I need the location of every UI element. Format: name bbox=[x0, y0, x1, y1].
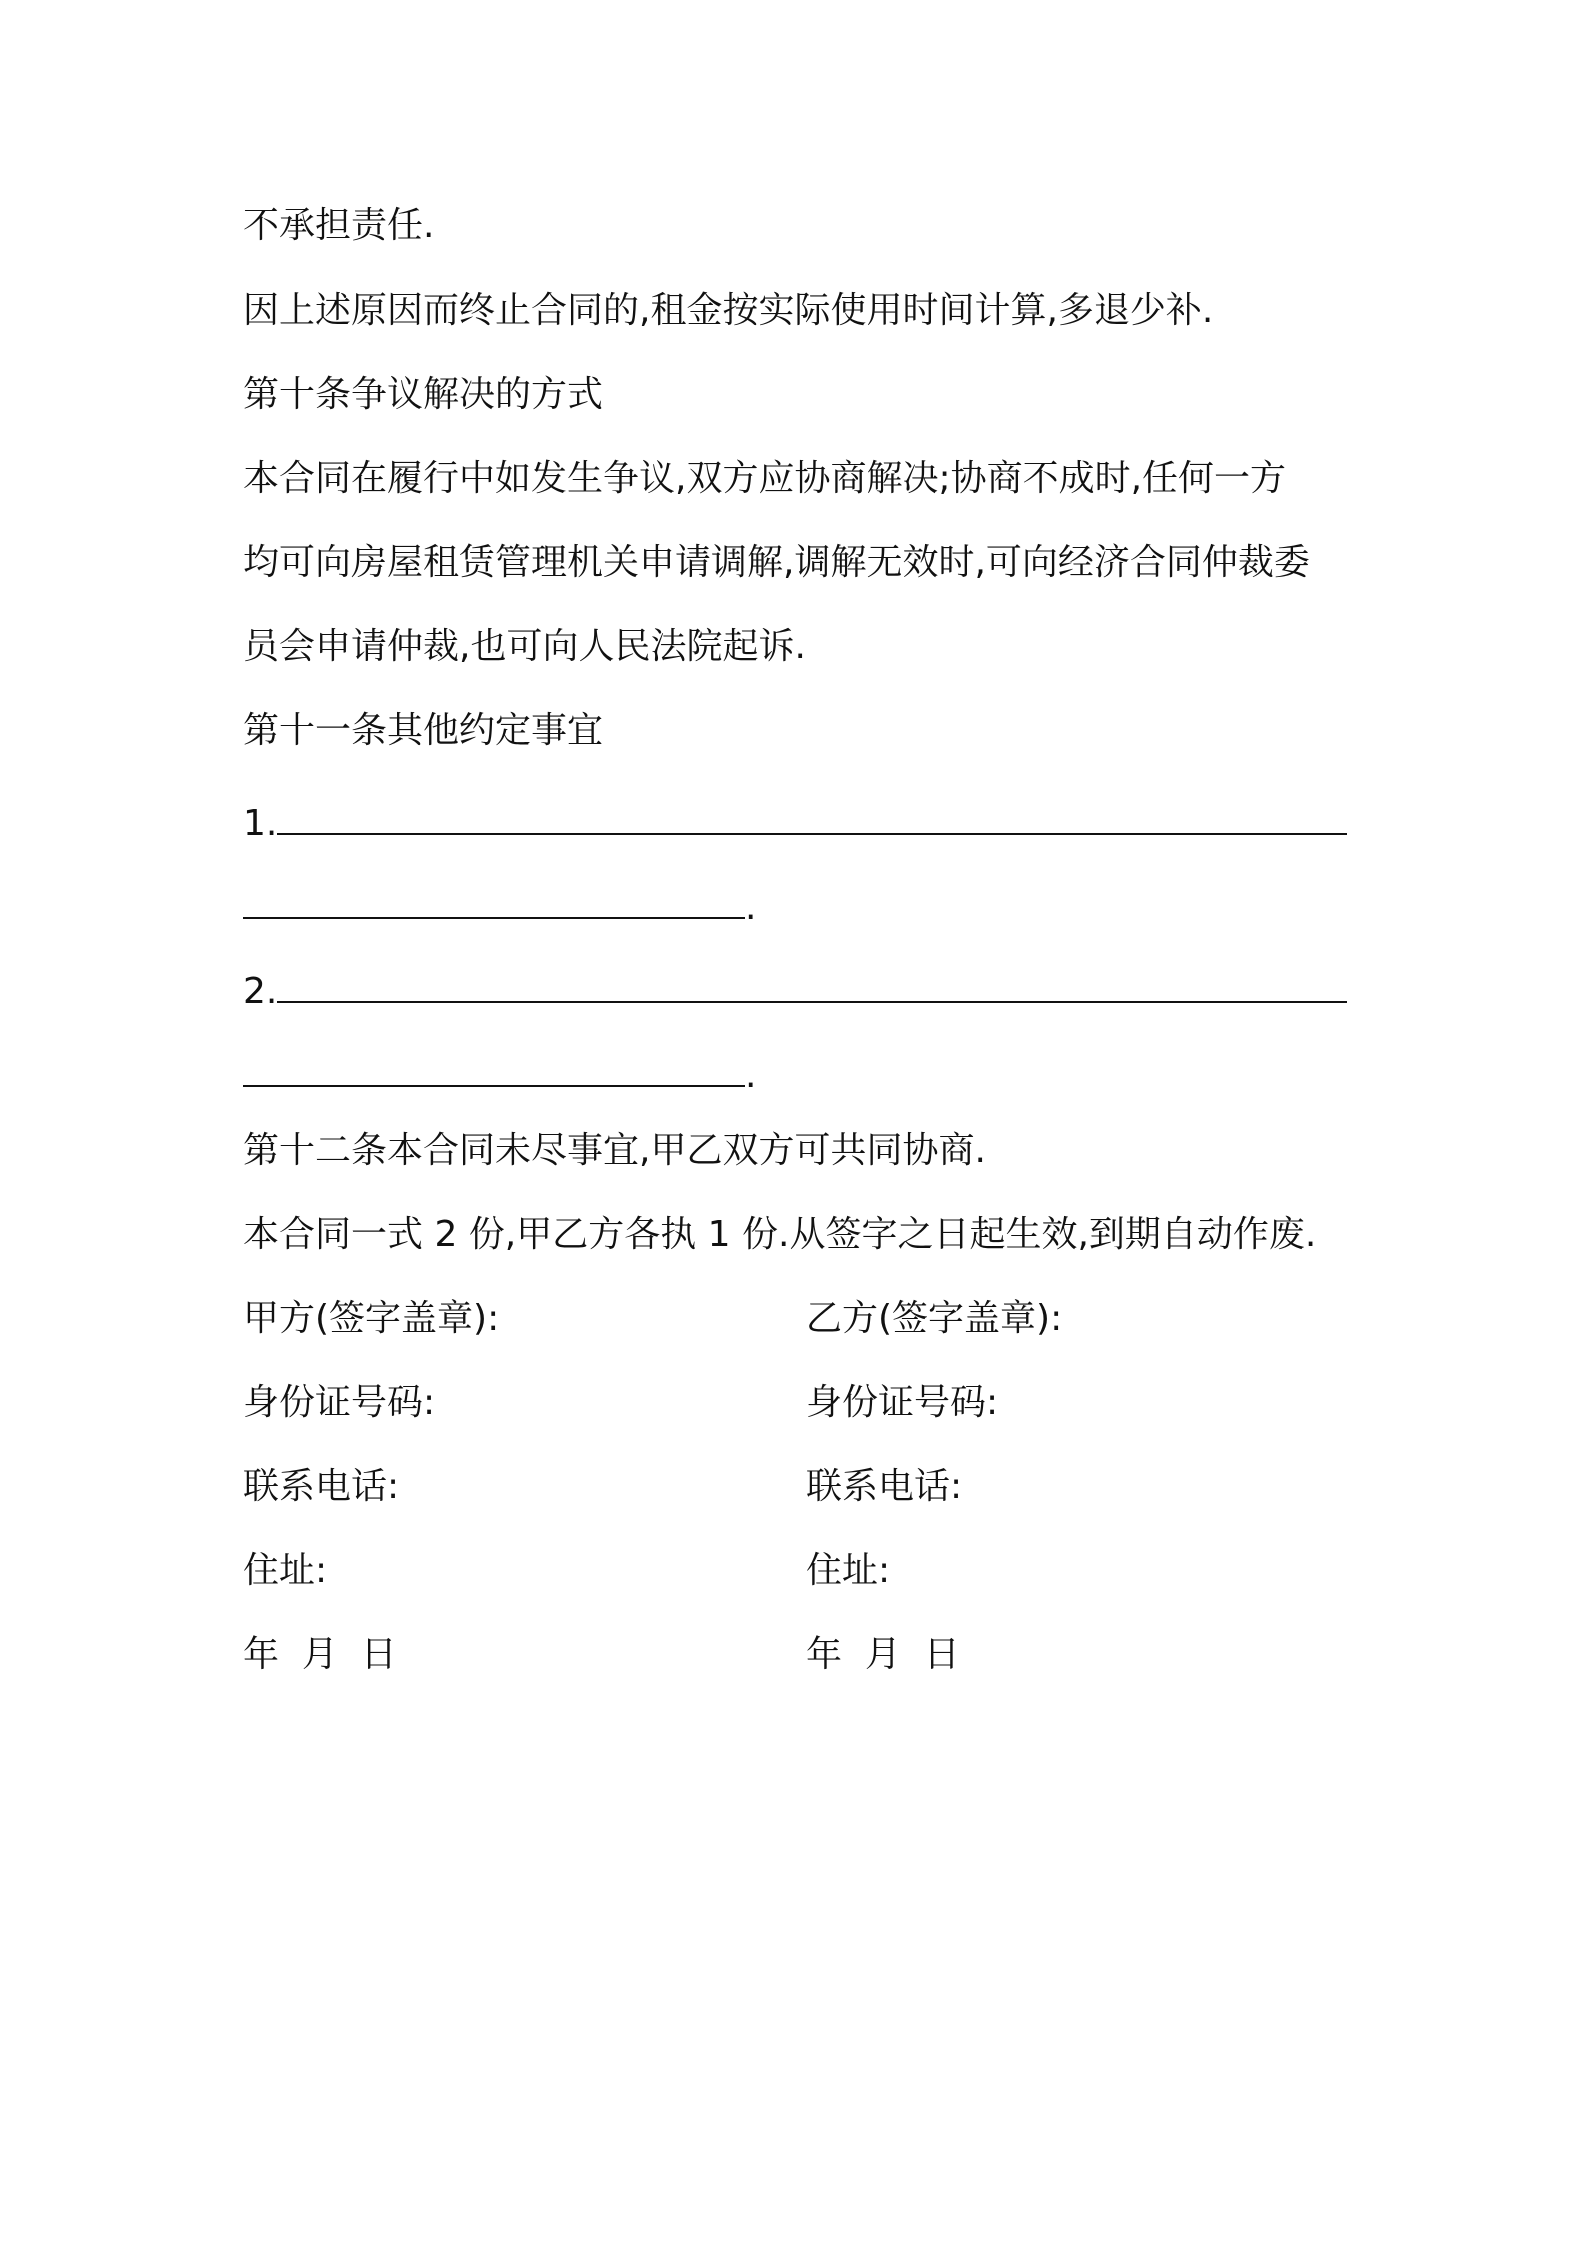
blank-underline bbox=[277, 799, 1347, 835]
paragraph-line: 均可向房屋租赁管理机关申请调解,调解无效时,可向经济合同仲裁委 bbox=[243, 542, 1310, 583]
paragraph-line: 本合同在履行中如发生争议,双方应协商解决;协商不成时,任何一方 bbox=[243, 458, 1287, 499]
blank-underline bbox=[243, 883, 745, 919]
section-heading: 第十一条其他约定事宜 bbox=[243, 710, 604, 751]
item-end-period: . bbox=[745, 1055, 757, 1096]
item-number: 1. bbox=[243, 803, 278, 844]
paragraph-line: 因上述原因而终止合同的,租金按实际使用时间计算,多退少补. bbox=[243, 290, 1214, 331]
party-a-sign-label: 甲方(签字盖章): bbox=[243, 1298, 500, 1339]
item-2-line-1 bbox=[243, 967, 1347, 1016]
section-heading: 第十条争议解决的方式 bbox=[243, 374, 604, 415]
party-b-id-label: 身份证号码: bbox=[806, 1382, 999, 1423]
item-1-line-2 bbox=[243, 883, 756, 932]
party-a-phone-label: 联系电话: bbox=[243, 1466, 400, 1507]
party-b-date-label: 年 月 日 bbox=[806, 1634, 960, 1675]
paragraph-line: 员会申请仲裁,也可向人民法院起诉. bbox=[243, 626, 806, 667]
paragraph-line: 不承担责任. bbox=[243, 205, 435, 246]
party-a-date-label: 年 月 日 bbox=[243, 1634, 397, 1675]
party-b-phone-label: 联系电话: bbox=[806, 1466, 963, 1507]
item-number: 2. bbox=[243, 971, 278, 1012]
party-b-address-label: 住址: bbox=[806, 1550, 891, 1591]
item-1-line-1 bbox=[243, 799, 1347, 848]
party-a-address-label: 住址: bbox=[243, 1550, 328, 1591]
blank-underline bbox=[277, 967, 1347, 1003]
party-a-id-label: 身份证号码: bbox=[243, 1382, 436, 1423]
blank-underline bbox=[243, 1051, 745, 1087]
paragraph-line: 本合同一式 2 份,甲乙方各执 1 份.从签字之日起生效,到期自动作废. bbox=[243, 1214, 1317, 1255]
section-heading: 第十二条本合同未尽事宜,甲乙双方可共同协商. bbox=[243, 1130, 986, 1171]
item-2-line-2 bbox=[243, 1051, 756, 1100]
party-b-sign-label: 乙方(签字盖章): bbox=[806, 1298, 1063, 1339]
item-end-period: . bbox=[745, 887, 757, 928]
